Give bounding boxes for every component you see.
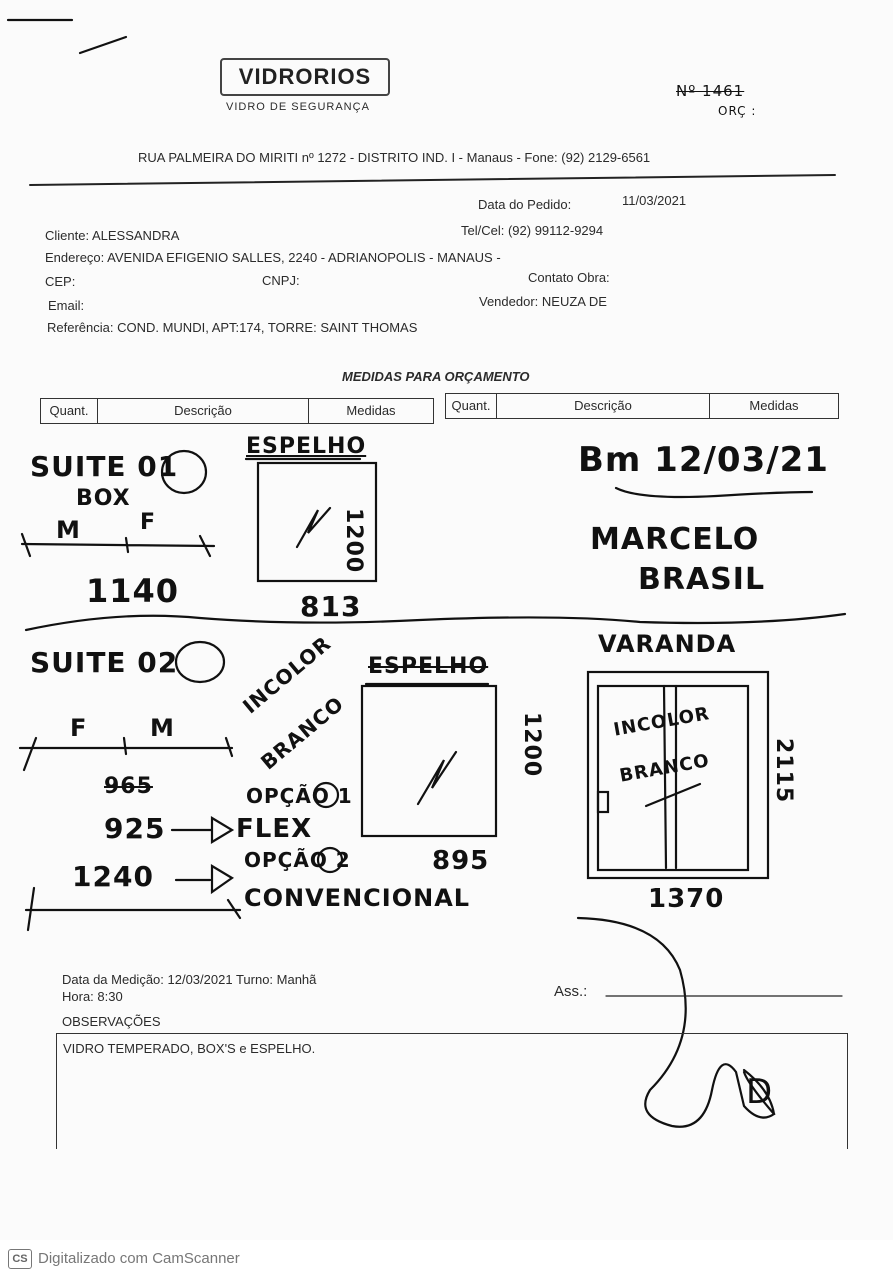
espelho2-label: ESPELHO (368, 654, 489, 679)
email-field: Email: (48, 298, 85, 313)
value-925: 925 (104, 812, 166, 845)
box-label: BOX (76, 486, 131, 511)
dim-m2: M (150, 714, 175, 742)
measure-hour: Hora: 8:30 (62, 989, 123, 1004)
width-895: 895 (432, 846, 490, 876)
height-2115: 2115 (771, 738, 796, 804)
client-phone: Tel/Cel: (92) 99112-9294 (461, 223, 604, 238)
signoff-date: Bm 12/03/21 (578, 440, 829, 480)
order-number-note: ORÇ : (718, 104, 757, 118)
stray-mark (80, 37, 126, 53)
order-number: Nº 1461 (676, 82, 745, 100)
suite2-circle (176, 642, 224, 682)
height-1200-a: 1200 (341, 508, 366, 574)
order-date-label: Data do Pedido: (478, 197, 572, 212)
client-name: Cliente: ALESSANDRA (45, 228, 180, 243)
camscanner-text: Digitalizado com CamScanner (38, 1250, 240, 1267)
client-address: Endereço: AVENIDA EFIGENIO SALLES, 2240 - ADRIANOPOLIS - MANAUS - (45, 250, 501, 265)
signoff-name-first: MARCELO (590, 522, 760, 557)
company-address: RUA PALMEIRA DO MIRITI nº 1272 - DISTRITO IND. I - Manaus - Fone: (92) 2129-6561 (138, 150, 651, 165)
cep-field: CEP: (45, 274, 76, 289)
branco-label-1: BRANCO (256, 691, 349, 775)
flex-label: FLEX (236, 814, 313, 844)
reference-field: Referência: COND. MUNDI, APT:174, TORRE: SAINT THOMAS (47, 320, 418, 335)
col-medidas: Medidas (749, 398, 799, 413)
glass-mark (418, 752, 456, 804)
col-descricao: Descrição (497, 394, 710, 418)
measure-date: Data da Medição: 12/03/2021 Turno: Manhã (62, 972, 317, 987)
value-1240: 1240 (72, 860, 154, 893)
suite2-label: SUITE 02 (30, 646, 179, 679)
width-1370: 1370 (648, 884, 725, 914)
dim-f1: F (140, 510, 157, 535)
signature-label: Ass.: (554, 983, 588, 1000)
incolor-label-2: INCOLOR (612, 703, 712, 741)
observations-text: VIDRO TEMPERADO, BOX'S e ESPELHO. (63, 1041, 316, 1056)
cnpj-field: CNPJ: (262, 273, 300, 288)
incolor-label-1: INCOLOR (238, 631, 336, 719)
dim-m1: M (56, 516, 81, 544)
signature-letter: D (746, 1072, 774, 1112)
espelho1-label: ESPELHO (246, 434, 367, 459)
col-descricao: Descrição (98, 399, 309, 423)
opcao-1: OPÇÃO 1 (246, 784, 353, 808)
branco-label-2: BRANCO (618, 750, 712, 787)
col-quant: Quant. (446, 394, 497, 418)
signoff-name-last: BRASIL (638, 562, 766, 597)
width-813: 813 (300, 590, 362, 623)
camscanner-logo: CS (8, 1249, 32, 1269)
convencional-label: CONVENCIONAL (244, 884, 471, 912)
struck-value: 965 (104, 774, 153, 799)
suite1-label: SUITE 01 (30, 450, 179, 483)
col-medidas: Medidas (346, 403, 396, 418)
seller-field: Vendedor: NEUZA DE (479, 294, 607, 309)
contact-field: Contato Obra: (528, 270, 610, 285)
col-quant: Quant. (41, 399, 98, 423)
table-title: MEDIDAS PARA ORÇAMENTO (342, 369, 530, 384)
order-date-value: 11/03/2021 (622, 193, 687, 208)
varanda-label: VARANDA (598, 630, 737, 658)
dim-f2: F (70, 714, 88, 742)
company-logo: VIDRORIOS (220, 58, 390, 96)
observations-box (56, 1033, 848, 1149)
glass-mark (297, 508, 330, 547)
width-1140: 1140 (86, 572, 180, 610)
opcao-2: OPÇÃO 2 (244, 848, 351, 872)
height-1200-b: 1200 (519, 712, 544, 778)
mirror2-rect (362, 686, 496, 836)
company-tagline: VIDRO DE SEGURANÇA (226, 101, 370, 113)
observations-label: OBSERVAÇÕES (62, 1014, 161, 1029)
